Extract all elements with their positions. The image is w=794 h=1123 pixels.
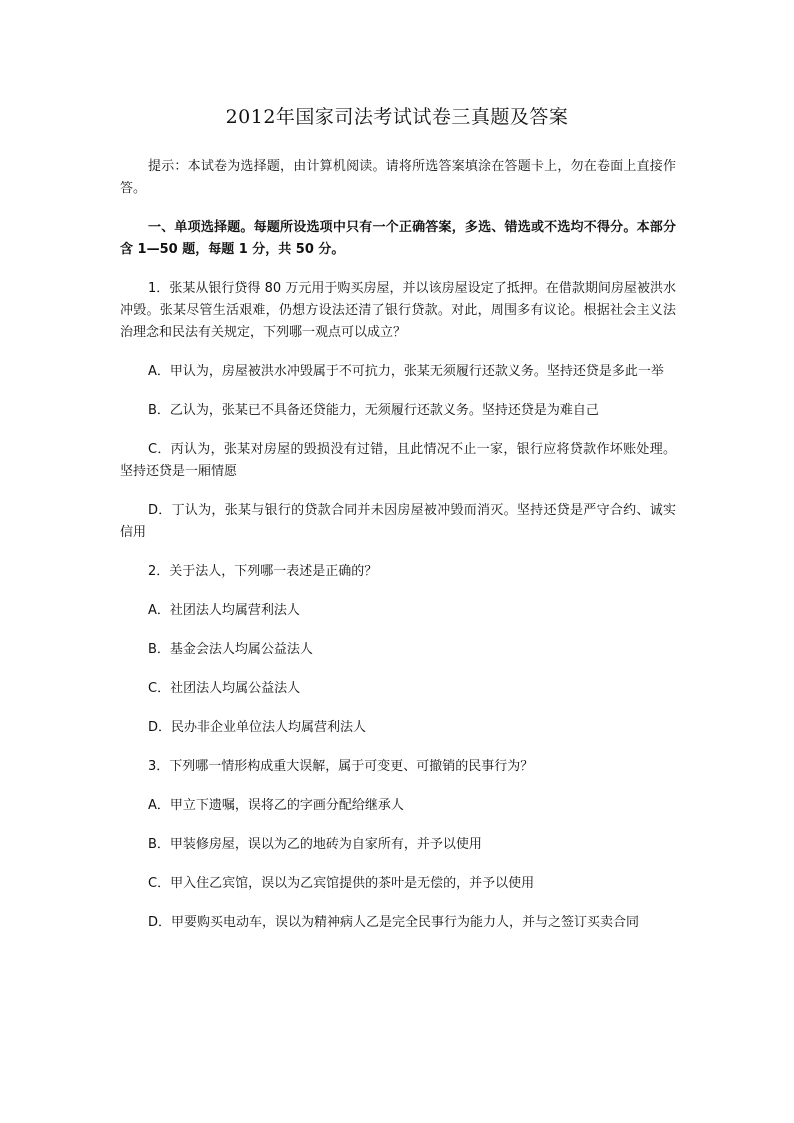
question-option: D．丁认为，张某与银行的贷款合同并未因房屋被冲毁而消灭。坚持还贷是严守合约、诚实信用 [120, 503, 676, 540]
page-title: 2012年国家司法考试试卷三真题及答案 [225, 106, 569, 128]
question-option: B．乙认为，张某已不具备还贷能力，无须履行还款义务。坚持还贷是为难自己 [148, 403, 599, 418]
document-body [120, 156, 676, 951]
question-option: C．社团法人均属公益法人 [148, 681, 301, 696]
question-option: B．甲装修房屋，误以为乙的地砖为自家所有，并予以使用 [148, 837, 482, 852]
question-3 [120, 756, 676, 934]
question-option: C．丙认为，张某对房屋的毁损没有过错，且此情况不止一家，银行应将贷款作坏账处理。坚持还贷是一厢情愿 [120, 442, 676, 479]
question-option: A．社团法人均属营利法人 [148, 603, 300, 618]
question-stem: 1．张某从银行贷得 80 万元用于购买房屋，并以该房屋设定了抵押。在借款期间房屋被洪水冲毁。张某尽管生活艰难，仍想方设法还清了银行贷款。对此，周围多有议论。根据社会主义法治理念和民法有关规定，下列哪一观点可以成立？ [120, 281, 676, 340]
question-stem: 2．关于法人，下列哪一表述是正确的？ [148, 564, 378, 579]
question-2 [120, 561, 676, 739]
hint-paragraph: 提示：本试卷为选择题，由计算机阅读。请将所选答案填涂在答题卡上，勿在卷面上直接作答。 [120, 159, 676, 196]
question-option: D．甲要购买电动车，误以为精神病人乙是完全民事行为能力人，并与之签订买卖合同 [148, 915, 640, 930]
question-option: C．甲入住乙宾馆，误以为乙宾馆提供的茶叶是无偿的，并予以使用 [148, 876, 535, 891]
question-option: A．甲立下遗嘱，误将乙的字画分配给继承人 [148, 798, 404, 813]
question-stem: 3．下列哪一情形构成重大误解，属于可变更、可撤销的民事行为？ [148, 759, 534, 774]
question-option: D．民办非企业单位法人均属营利法人 [148, 720, 367, 735]
question-option: A．甲认为，房屋被洪水冲毁属于不可抗力，张某无须履行还款义务。坚持还贷是多此一举 [148, 364, 664, 379]
section-heading: 一、单项选择题。每题所设选项中只有一个正确答案，多选、错选或不选均不得分。本部分含 1—50 题，每题 1 分，共 50 分。 [120, 220, 676, 257]
question-1 [120, 278, 676, 544]
question-option: B．基金会法人均属公益法人 [148, 642, 313, 657]
